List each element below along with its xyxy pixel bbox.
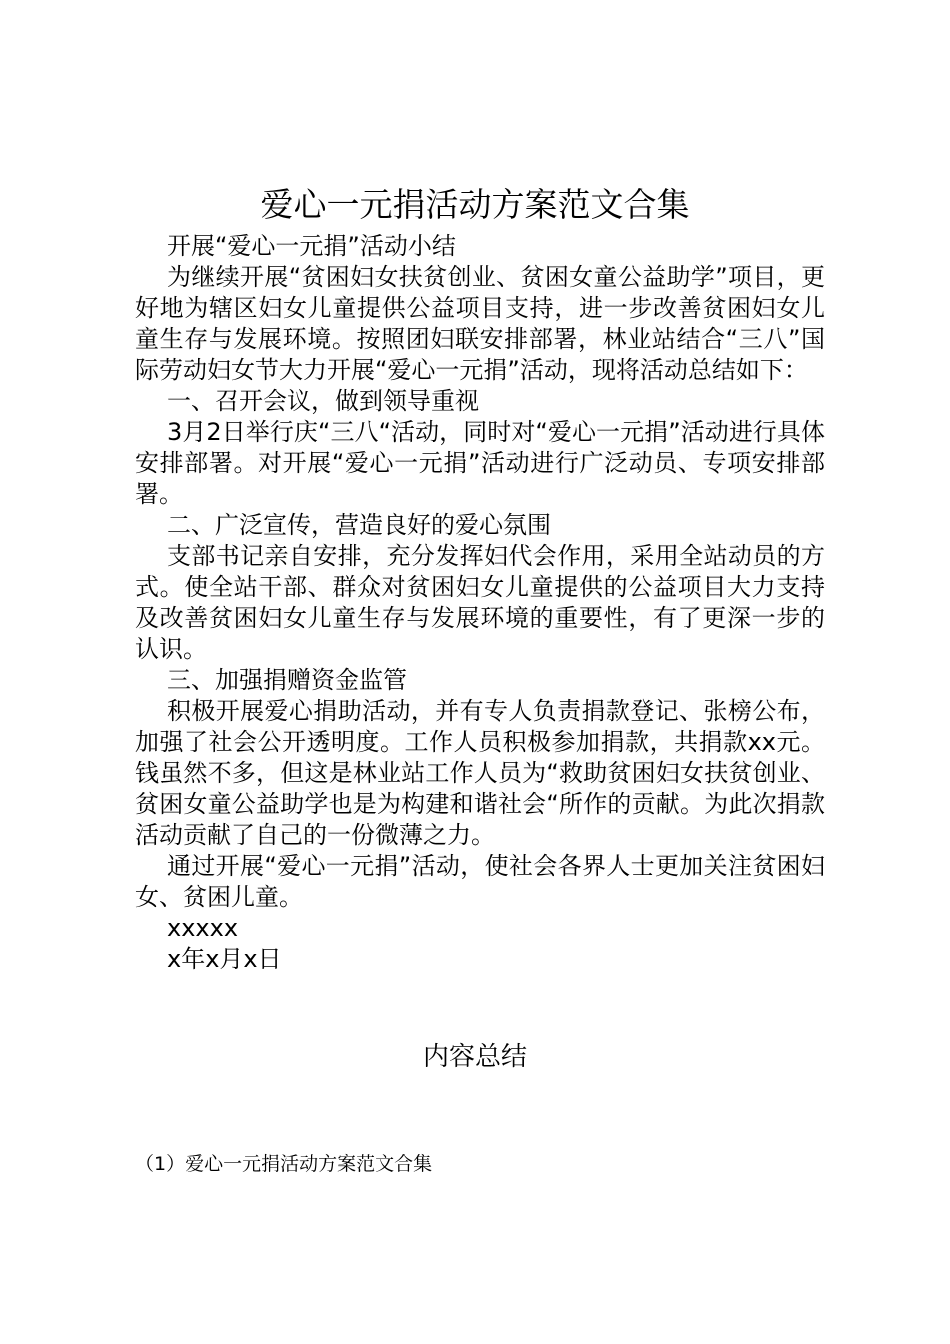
document-body (135, 231, 825, 975)
section-heading-1: 一、召开会议，做到领导重视 (167, 387, 479, 415)
section-paragraph-3: 积极开展爱心捐助活动，并有专人负责捐款登记、张榜公布，加强了社会公开透明度。工作人员积极参加捐款，共捐款xx元。钱虽然不多，但这是林业站工作人员为“救助贫困妇女扶贫创业、贫困女童公益助学也是为构建和谐社会“所作的贡献。为此次捐款活动贡献了自己的一份微薄之力。 (135, 697, 825, 849)
section-subtitle: 开展“爱心一元捐”活动小结 (167, 232, 456, 260)
signature: xxxxx (167, 914, 239, 942)
section-paragraph-2: 支部书记亲自安排，充分发挥妇代会作用，采用全站动员的方式。使全站干部、群众对贫困妇女儿童提供的公益项目大力支持及改善贫困妇女儿童生存与发展环境的重要性，有了更深一步的认识。 (135, 542, 825, 663)
section-heading-3: 三、加强捐赠资金监管 (167, 666, 407, 694)
section-paragraph-1: 3月2日举行庆“三八“活动，同时对“爱心一元捐”活动进行具体安排部署。对开展“爱心一元捐”活动进行广泛动员、专项安排部署。 (135, 418, 825, 508)
summary-heading: 内容总结 (422, 1042, 527, 1072)
summary-item: （1）爱心一元捐活动方案范文合集 (135, 1153, 433, 1175)
intro-paragraph: 为继续开展“贫困妇女扶贫创业、贫困女童公益助学”项目，更好地为辖区妇女儿童提供公益项目支持，进一步改善贫困妇女儿童生存与发展环境。按照团妇联安排部署，林业站结合“三八”国际劳动妇女节大力开展“爱心一元捐”活动，现将活动总结如下： (135, 263, 825, 384)
closing-paragraph: 通过开展“爱心一元捐”活动，使社会各界人士更加关注贫困妇女、贫困儿童。 (135, 852, 825, 911)
page-title: 爱心一元捐活动方案范文合集 (260, 185, 690, 224)
section-heading-2: 二、广泛宣传，营造良好的爱心氛围 (167, 511, 551, 539)
date-line: x年x月x日 (167, 945, 282, 973)
